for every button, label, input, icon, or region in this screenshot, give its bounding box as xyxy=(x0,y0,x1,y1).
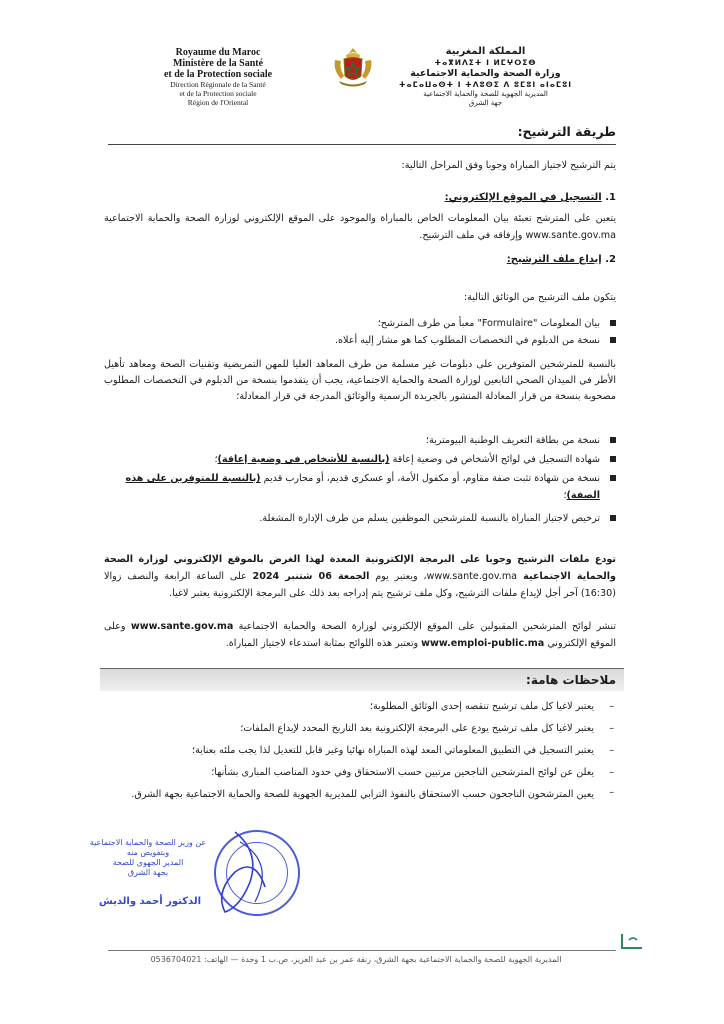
step1-heading xyxy=(445,192,616,203)
deposit-date: الجمعة 06 شتنبر 2024 xyxy=(252,571,370,582)
section-title: طريقة الترشيح: xyxy=(517,124,616,139)
note-1: يعتبر لاغيا كل ملف ترشيح تنقصه إحدى الوثائق المطلوبة؛ xyxy=(369,701,594,712)
step1-number: 1. xyxy=(605,192,616,203)
notes-header-box xyxy=(100,668,624,691)
publish-text-a: تنشر لوائح المترشحين المقبولين على الموقع الإلكتروني لوزارة الصحة والحماية الاجتماعية xyxy=(233,621,616,632)
doc-item-id-card: نسخة من بطاقة التعريف الوطنية البيومترية؛ xyxy=(425,435,600,446)
dash-bullet-icon: – xyxy=(609,787,614,798)
step1-title: التسجيل في الموقع الإلكتروني: xyxy=(444,192,602,203)
docs-list-b xyxy=(100,432,616,527)
list-item xyxy=(100,470,616,504)
list-item xyxy=(100,432,616,449)
step1-paragraph xyxy=(104,210,616,244)
header-tifinagh-line2: ⵜⴰⵎⴰⵡⴰⵙⵜ ⵏ ⵜⴷⵓⵙⵉ ⴷ ⵓⵎⵓⵏ ⴰⵏⴰⵎⵓⵏ xyxy=(398,80,573,89)
publish-text-c: وتعتبر هذه اللوائح بمثابة استدعاء لاجتياز المباراة. xyxy=(225,638,422,649)
header-ar-line2: وزارة الصحة والحماية الاجتماعية xyxy=(410,68,561,79)
header-fr-line1: Royaume du Maroc xyxy=(175,47,261,58)
handwritten-signature-icon xyxy=(85,812,285,922)
publish-url-emploi[interactable]: www.emploi-public.ma xyxy=(421,638,545,649)
doc-item-diploma: نسخة من الدبلوم في التخصصات المطلوب كما هو مشار إليه أعلاه. xyxy=(334,335,600,346)
deposit-text-a: تودع ملفات الترشيح وجوبا على البرمجة الإلكترونية المعدة لهذا الغرض بالموقع الإلكتروني لوزارة الصحة والحماية الاجتماعية xyxy=(104,554,617,582)
list-item xyxy=(100,718,616,740)
equivalence-note: بالنسبة للمترشحين المتوفرين على دبلومات غير مسلمة من طرف المعاهد العليا للمهن التمريضية وتقنيات الصحة ومعاهد تأهيل الأطر في الميدان الصحي التابعين لوزارة الصحة والحماية الاجتماعية، يجب أن يتقدموا بنسخة من الدبلوم في التخصصات المطلوب مصحوبة بنسخة من قرار المعادلة المنشور بالجريدة الرسمية والوثائق المدرجة في قرار المعادلة؛ xyxy=(104,359,616,402)
publish-paragraph xyxy=(104,618,616,652)
dash-bullet-icon: – xyxy=(609,723,614,734)
list-item xyxy=(100,332,616,349)
doc-item-form: بيان المعلومات "Formulaire" معبأ من طرف المترشح؛ xyxy=(377,318,600,329)
list-item xyxy=(100,740,616,762)
step1-text-a: يتعين على المترشح تعبئة بيان المعلومات الخاص بالمباراة والموجود على الموقع الإلكتروني لوزارة الصحة والحماية الاجتماعية xyxy=(104,213,616,224)
bullet-square-icon xyxy=(610,437,616,443)
publish-url-sante[interactable]: www.sante.gov.ma xyxy=(130,621,234,632)
note-5: يعين المترشحون الناجحون حسب الاستحقاق بالنفوذ الترابي للمديرية الجهوية للصحة والحماية الاجتماعية بجهة الشرق. xyxy=(131,789,594,800)
step2-heading xyxy=(507,254,616,265)
docs-intro: يتكون ملف الترشيح من الوثائق التالية: xyxy=(463,292,616,303)
step1-text-b: وإرفاقه في ملف الترشيح. xyxy=(419,230,526,241)
list-item xyxy=(100,762,616,784)
publish-text-b: وعلى الموقع الإلكتروني xyxy=(104,621,616,649)
doc-item-veteran-a: نسخة من شهادة تثبت صفة مقاوم، أو مكفول الأمة، أو عسكري قديم، أو محارب قديم xyxy=(260,473,600,484)
signature-line2: وبتفويض منه xyxy=(126,848,170,857)
note-2: يعتبر لاغيا كل ملف ترشيح يودع على البرمجة الإلكترونية بعد التاريخ المحدد لإيداع الملفات؛ xyxy=(240,723,594,734)
header-ar-sub2: جهة الشرق xyxy=(468,99,503,107)
bullet-square-icon xyxy=(610,337,616,343)
list-item xyxy=(100,451,616,468)
header-fr-sub3: Région de l'Oriental xyxy=(187,98,249,107)
bullet-square-icon xyxy=(610,320,616,326)
list-item xyxy=(100,315,616,332)
coat-of-arms-icon xyxy=(331,46,375,88)
footer-address: المديرية الجهوية للصحة والحماية الاجتماعية بجهة الشرق، زنقة عمر بن عبد العزيز، ص.ب 1 وجدة — الهاتف: 0536704021 xyxy=(150,955,562,964)
doc-item-authorization: ترخيص لاجتياز المباراة بالنسبة للمترشحين الموظفين يسلم من طرف الإدارة المشغلة. xyxy=(259,513,600,524)
bullet-square-icon xyxy=(610,456,616,462)
dash-bullet-icon: – xyxy=(609,767,614,778)
header-french-block xyxy=(118,47,318,107)
footer-divider xyxy=(108,950,616,951)
step2-title: إيداع ملف الترشيح: xyxy=(506,254,602,265)
bullet-square-icon xyxy=(610,515,616,521)
header-fr-line2: Ministère de la Santé xyxy=(172,58,264,69)
note-3: يعتبر التسجيل في التطبيق المعلوماتي المعد لهذه المباراة نهائيا وغير قابل للتعديل لذا يجب ملئه بعناية؛ xyxy=(192,745,594,756)
list-item xyxy=(100,510,616,527)
signature-line1: عن وزير الصحة والحماية الاجتماعية xyxy=(89,838,207,847)
doc-item-veteran-c: ؛ xyxy=(563,490,567,501)
notes-list xyxy=(100,696,616,804)
header-fr-sub2: et de la Protection sociale xyxy=(179,89,257,98)
doc-item-disability-a: شهادة التسجيل في لوائح الأشخاص في وضعية إعاقة xyxy=(389,454,600,465)
deposit-paragraph xyxy=(104,551,616,602)
step2-number: 2. xyxy=(605,254,616,265)
notes-title: ملاحظات هامة: xyxy=(526,673,616,687)
header-tifinagh-line1: ⵜⴰⴳⵍⴷⵉⵜ ⵏ ⵍⵎⵖⵔⵉⴱ xyxy=(434,58,537,67)
doc-item-disability-c: ؛ xyxy=(214,454,218,465)
list-item xyxy=(100,784,616,804)
docs-list-a xyxy=(100,315,616,349)
deposit-text-mid: ، ويعتبر يوم xyxy=(369,571,427,582)
doc-item-disability-b: (بالنسبة للأشخاص في وضعية إعاقة) xyxy=(217,454,390,465)
section-divider xyxy=(108,144,616,145)
intro-text: يتم الترشيح لاجتياز المباراة وجوبا وفق المراحل التالية: xyxy=(401,160,616,171)
dash-bullet-icon: – xyxy=(609,701,614,712)
note-4: يعلن عن لوائح المترشحين الناجحين مرتبين حسب الاستحقاق وفي حدود المناصب المبارى بشأنها؛ xyxy=(211,767,594,778)
ministry-logo-icon xyxy=(619,932,645,952)
header-ar-line1: المملكة المغربية xyxy=(445,46,526,57)
header-fr-sub1: Direction Régionale de la Santé xyxy=(170,80,266,89)
header-arabic-block xyxy=(398,46,573,108)
dash-bullet-icon: – xyxy=(609,745,614,756)
list-item xyxy=(100,696,616,718)
bullet-square-icon xyxy=(610,475,616,481)
signature-line3: المدير الجهوي للصحة xyxy=(112,858,184,867)
header-ar-sub1: المديرية الجهوية للصحة والحماية الاجتماعية xyxy=(423,90,548,98)
step1-url[interactable]: www.sante.gov.ma xyxy=(525,230,616,241)
header-fr-line3: et de la Protection sociale xyxy=(163,69,273,80)
deposit-url[interactable]: www.sante.gov.ma xyxy=(426,571,518,582)
doc-item-veteran-b: (بالنسبة للمتوفرين على هذه الصفة) xyxy=(125,473,600,501)
signature-line4: بجهة الشرق xyxy=(127,868,169,877)
signatory-name: الدكتور أحمد والديش xyxy=(98,896,202,907)
deposit-text-tail: على الساعة الرابعة والنصف زوالا (16:30) آخر أجل لإيداع ملفات الترشيح، وكل ملف ترشيح يتم إدراجه بعد ذلك على البرمجة الإلكترونية يعتبر لاغيا. xyxy=(104,571,616,599)
